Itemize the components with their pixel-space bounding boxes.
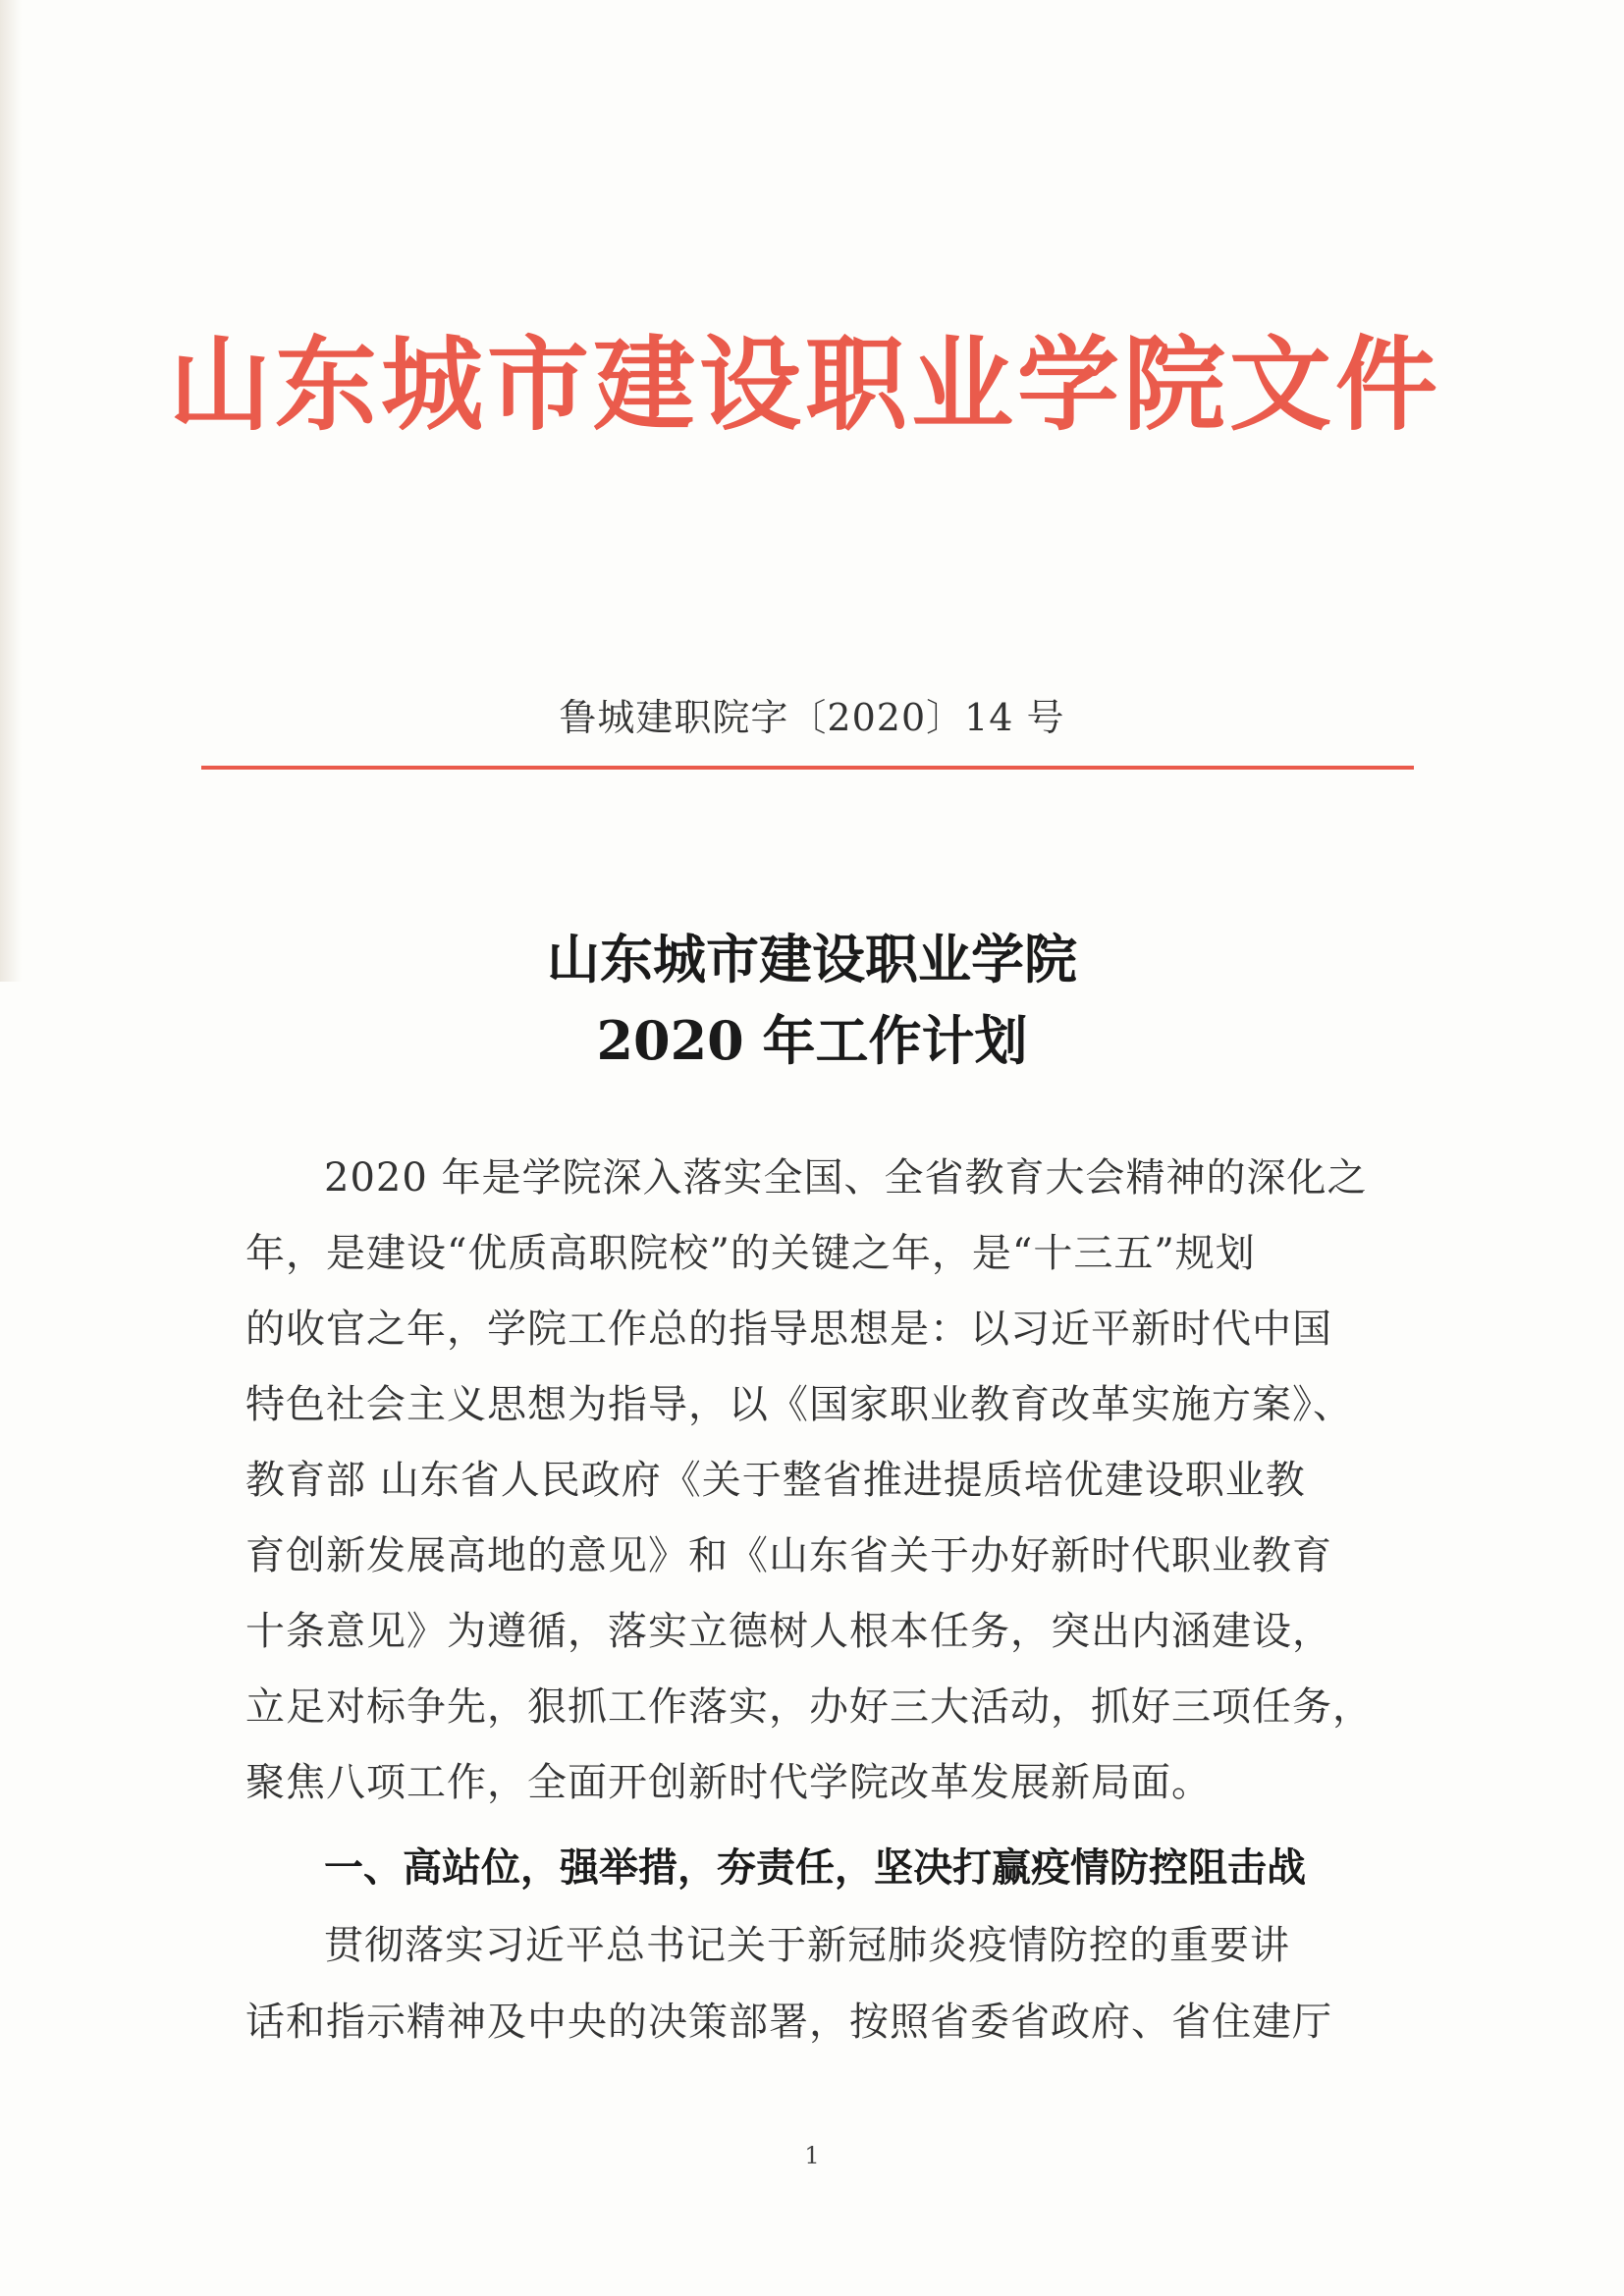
document-title-line-1: 山东城市建设职业学院 — [547, 928, 1077, 990]
document-number: 鲁城建职院字〔2020〕14 号 — [559, 696, 1065, 739]
scan-edge-shadow — [0, 0, 22, 982]
intro-line-8: 立足对标争先，狠抓工作落实，办好三大活动，抓好三项任务， — [245, 1684, 1373, 1730]
section-1-line-2: 话和指示精神及中央的决策部署，按照省委省政府、省住建厅 — [245, 2000, 1332, 2045]
intro-line-6: 育创新发展高地的意见》和《山东省关于办好新时代职业教育 — [245, 1533, 1332, 1578]
section-1-heading: 一、高站位，强举措，夯责任，坚决打赢疫情防控阻击战 — [324, 1845, 1306, 1891]
document-masthead: 山东城市建设职业学院文件 — [168, 324, 1441, 445]
red-divider-rule — [201, 766, 1414, 770]
document-title-line-2: 2020 年工作计划 — [596, 1009, 1028, 1072]
page-number: 1 — [804, 2142, 820, 2169]
intro-line-2: 年，是建设“优质高职院校”的关键之年，是“十三五”规划 — [245, 1231, 1256, 1276]
intro-line-7: 十条意见》为遵循，落实立德树人根本任务，突出内涵建设， — [245, 1609, 1332, 1654]
section-1-line-1: 贯彻落实习近平总书记关于新冠肺炎疫情防控的重要讲 — [324, 1923, 1290, 1968]
intro-line-5: 教育部 山东省人民政府《关于整省推进提质培优建设职业教 — [245, 1458, 1306, 1503]
intro-line-4: 特色社会主义思想为指导，以《国家职业教育改革实施方案》、 — [245, 1382, 1353, 1427]
intro-line-3: 的收官之年，学院工作总的指导思想是：以习近平新时代中国 — [245, 1307, 1332, 1352]
intro-line-1: 2020 年是学院深入落实全国、全省教育大会精神的深化之 — [324, 1155, 1368, 1201]
intro-line-9: 聚焦八项工作，全面开创新时代学院改革发展新局面。 — [245, 1760, 1212, 1805]
